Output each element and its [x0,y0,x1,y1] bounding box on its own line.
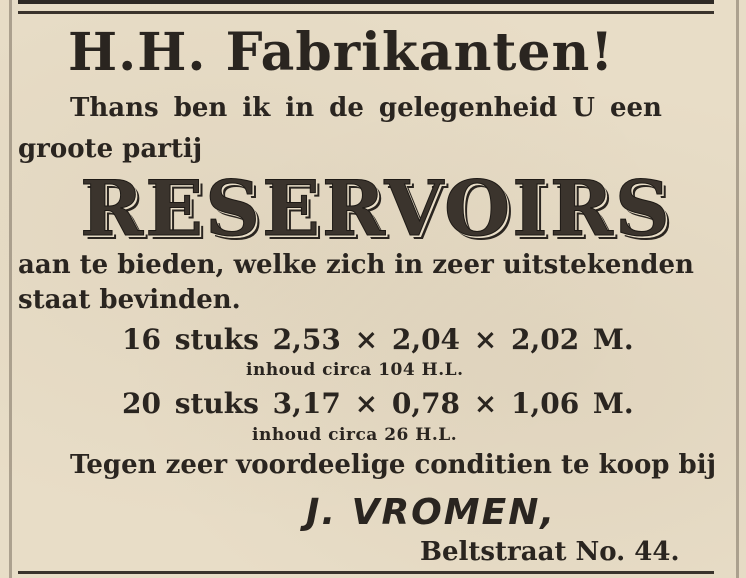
lot-2-dimensions: 20 stuks 3,17 × 0,78 × 1,06 M. [122,387,634,420]
lot-1-dimensions: 16 stuks 2,53 × 2,04 × 2,02 M. [122,323,634,356]
left-margin-shadow [9,0,12,578]
intro-line-2: groote partij [18,134,203,164]
sale-terms: Tegen zeer voordeelige conditien te koop bij [70,450,716,480]
offer-line-1: aan te bieden, welke zich in zeer uitstekenden [18,250,694,280]
intro-line-1: Thans ben ik in de gelegenheid U een [70,93,662,123]
offer-line-2: staat bevinden. [18,285,241,315]
advert-headline: H.H. Fabrikanten! [68,22,615,83]
product-name: RESERVOIRS [80,164,672,253]
top-border-thick [18,0,714,4]
lot-1-capacity: inhoud circa 104 H.L. [246,360,464,380]
top-border-rule [18,11,714,14]
bottom-border-rule [18,571,714,574]
seller-address: Beltstraat No. 44. [420,537,680,567]
right-margin-shadow [736,0,739,578]
seller-name: J. VROMEN, [306,492,557,533]
lot-2-capacity: inhoud circa 26 H.L. [252,425,458,445]
